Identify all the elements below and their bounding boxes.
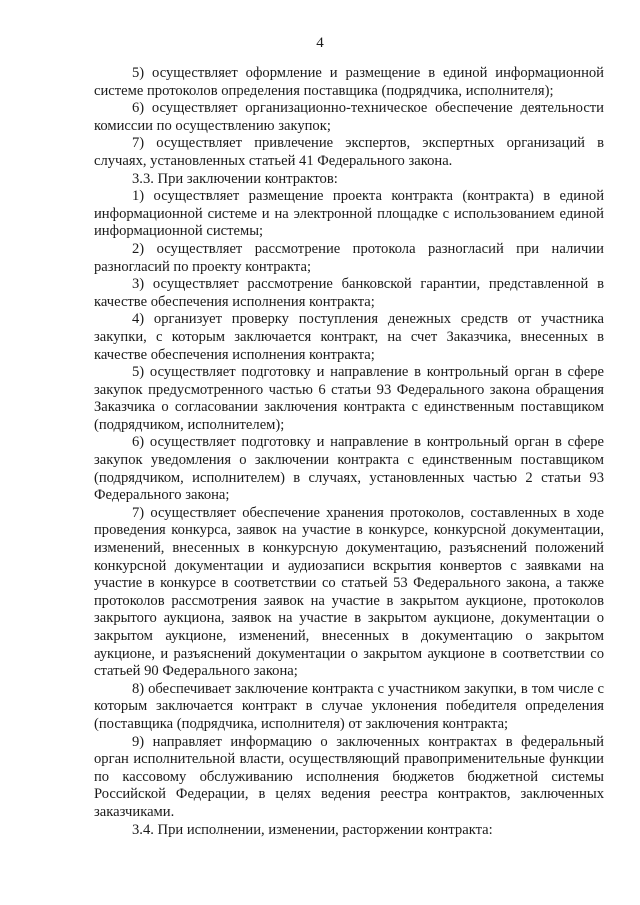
paragraph-item-7-storage: 7) осуществляет обеспечение хранения протоколов, составленных в ходе проведения конкурса, заявок на участие в конкурсе, конкурсной документации, изменений, внесенных в конкурсную документацию, разъяснений положений конкурсной документации и аудиозаписи вскрытия конвертов с заявками на участие в конкурсе в соответствии со статьей 53 Федерального закона, а также протоколов рассмотрения заявок на участие в закрытом аукционе, протоколов закрытого аукциона, заявок на участие в закрытом аукционе, документации о закрытом аукционе, изменений, внесенных в документацию о закрытом аукционе, и разъяснений документации о закрытом аукционе в соответствии со статьей 90 Федерального закона; [94, 504, 604, 680]
paragraph-item-1-contract-draft: 1) осуществляет размещение проекта контракта (контракта) в единой информационной системе и на электронной площадке с использованием единой информационной системы; [94, 188, 604, 240]
paragraph-item-2-disagreements: 2) осуществляет рассмотрение протокола разногласий при наличии разногласий по проекту контракта; [94, 240, 604, 275]
paragraph-item-7-experts: 7) осуществляет привлечение экспертов, экспертных организаций в случаях, установленных статьей 41 Федерального закона. [94, 135, 604, 169]
section-heading-3-4: 3.4. При исполнении, изменении, расторжении контракта: [132, 821, 493, 838]
paragraph-item-6-commission: 6) осуществляет организационно-техническое обеспечение деятельности комиссии по осуществлению закупок; [94, 100, 604, 134]
paragraph-item-3-bank-guarantee: 3) осуществляет рассмотрение банковской гарантии, представленной в качестве обеспечения исполнения контракта; [94, 276, 604, 310]
paragraph-item-6-notification: 6) осуществляет подготовку и направление в контрольный орган в сфере закупок уведомления о заключении контракта с единственным поставщиком (подрядчиком, исполнителем) в случаях, установленных частью 2 статьи 93 Федерального закона; [94, 434, 604, 504]
document-body [94, 65, 604, 839]
paragraph-item-5-protocols: 5) осуществляет оформление и размещение в единой информационной системе протоколов определения поставщика (подрядчика, исполнителя); [94, 65, 604, 99]
section-heading-3-3: 3.3. При заключении контрактов: [132, 170, 338, 187]
page-number: 4 [316, 35, 324, 51]
paragraph-item-8-contract-conclusion: 8) обеспечивает заключение контракта с участником закупки, в том числе с которым заключается контракт в случае уклонения победителя определения (поставщика (подрядчика, исполнителя) от заключения контракта; [94, 680, 604, 732]
paragraph-item-5-approval-request: 5) осуществляет подготовку и направление в контрольный орган в сфере закупок предусмотренного частью 6 статьи 93 Федерального закона обращения Заказчика о согласовании заключения контракта с единственным поставщиком (подрядчиком, исполнителем); [94, 364, 604, 433]
paragraph-item-9-registry-info: 9) направляет информацию о заключенных контрактах в федеральный орган исполнительной власти, осуществляющий правоприменительные функции по кассовому обслуживанию исполнения бюджетов бюджетной системы Российской Федерации, в целях ведения реестра контрактов, заключенных заказчиками. [94, 733, 604, 820]
paragraph-item-4-funds-check: 4) организует проверку поступления денежных средств от участника закупки, с которым заключается контракт, на счет Заказчика, внесенных в качестве обеспечения исполнения контракта; [94, 311, 604, 363]
